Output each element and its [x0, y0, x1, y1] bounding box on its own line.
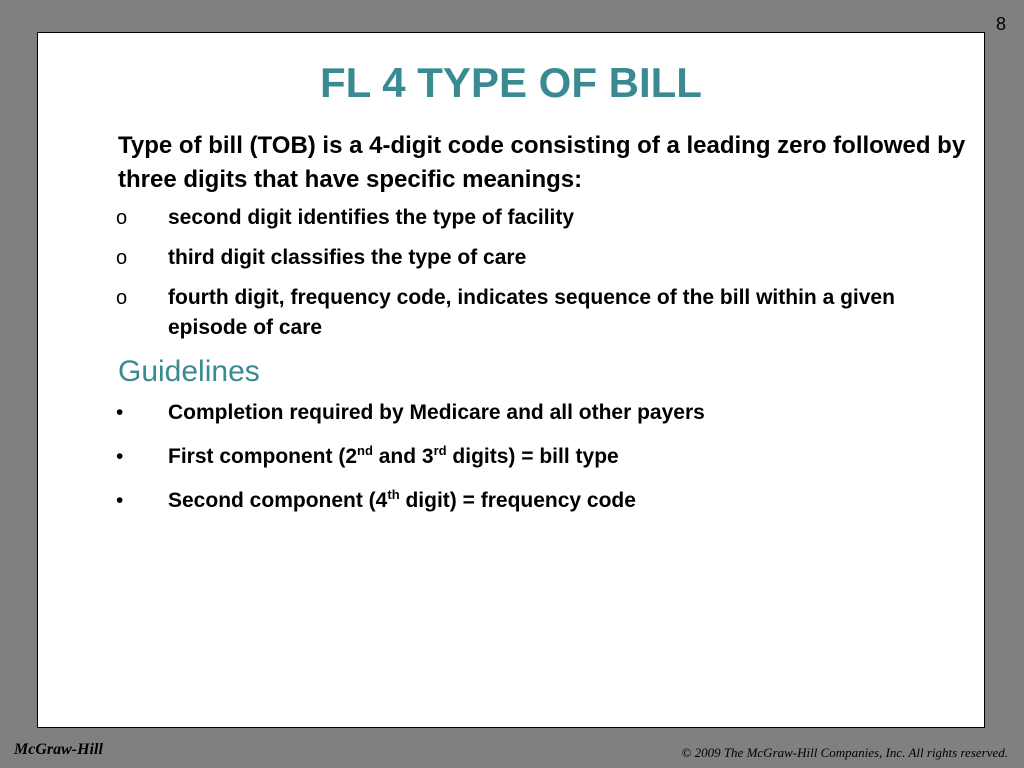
guidelines-list [116, 398, 976, 530]
slide-title: FL 4 TYPE OF BILL [320, 59, 702, 106]
guidelines-heading: Guidelines [118, 355, 260, 388]
publisher-logo-text: McGraw-Hill [14, 741, 103, 758]
copyright-notice: © 2009 The McGraw-Hill Companies, Inc. All rights reserved. [681, 745, 1008, 760]
list-item-text: Second component (4th digit) = frequency code [168, 487, 636, 512]
circle-bullet-icon: o [116, 287, 128, 309]
list-item [116, 203, 976, 233]
bullet-icon: • [116, 445, 124, 468]
slide-number: 8 [995, 14, 1006, 34]
list-item-text: third digit classifies the type of care [168, 246, 527, 269]
list-item-text: fourth digit, frequency code, indicates sequence of the bill within a given episode of care [168, 286, 895, 339]
list-item-text: First component (2nd and 3rd digits) = bill type [168, 443, 619, 468]
list-item [116, 398, 976, 428]
list-item [116, 442, 976, 472]
list-item-text: second digit identifies the type of facility [168, 206, 575, 229]
list-item-text: Completion required by Medicare and all other payers [168, 401, 705, 424]
digit-meaning-list [116, 203, 976, 353]
intro-paragraph: Type of bill (TOB) is a 4-digit code consisting of a leading zero followed by three digits that have specific meanings: [118, 132, 966, 193]
bullet-icon: • [116, 489, 124, 512]
list-item [116, 243, 976, 273]
slide-canvas [37, 32, 985, 728]
circle-bullet-icon: o [116, 207, 128, 229]
circle-bullet-icon: o [116, 247, 128, 269]
bullet-icon: • [116, 401, 124, 424]
list-item [116, 283, 976, 343]
list-item [116, 486, 976, 516]
